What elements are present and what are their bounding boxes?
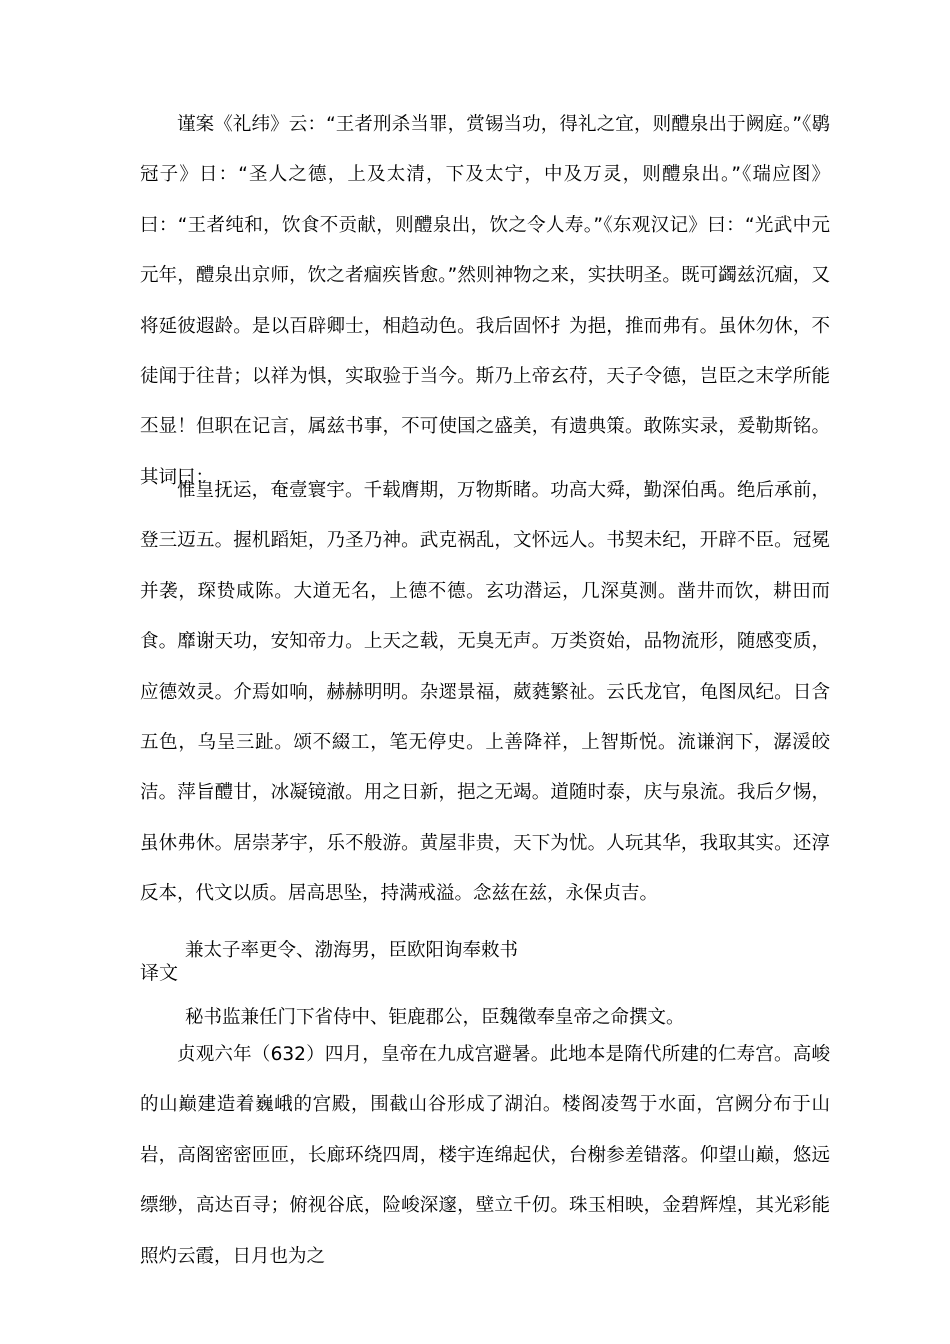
translation-paragraph-1: 贞观六年（632）四月，皇帝在九成宫避暑。此地本是隋代所建的仁寿宫。高峻的山巅建造着巍峨的宫殿，围截山谷形成了湖泊。楼阁凌驾于水面，宫阙分布于山岩，高阁密密匝匝，长廊环绕四周，楼宇连绵起伏，台榭参差错落。仰望山巅，悠远缥缈，高达百寻；俯视谷底，险峻深邃，壁立千仞。珠玉相映，金碧辉煌，其光彩能照灼云霞，日月也为之 <box>140 1044 830 1267</box>
original-paragraph-2-inscription: 惟皇抚运，奄壹寰宇。千载膺期，万物斯睹。功高大舜，勤深伯禹。绝后承前，登三迈五。握机蹈矩，乃圣乃神。武克祸乱，文怀远人。书契未纪，开辟不臣。冠冕并袭，琛贽咸陈。大道无名，上德不德。玄功潜运，几深莫测。凿井而饮，耕田而食。靡谢天功，安知帝力。上天之载，无臭无声。万类资始，品物流形，随感变质，应德效灵。介焉如响，赫赫明明。杂遝景福，葳蕤繁祉。云氏龙官，龟图凤纪。日含五色，乌呈三趾。颂不綴工，笔无停史。上善降祥，上智斯悦。流谦润下，潺湲皎洁。萍旨醴甘，冰凝镜澈。用之日新，挹之无竭。道随时泰，庆与泉流。我后夕惕，虽休弗休。居崇茅宇，乐不般游。黄屋非贵，天下为忧。人玩其华，我取其实。还淳反本，代文以质。居高思坠，持满戒溢。念兹在兹，永保贞吉。 <box>140 480 830 905</box>
original-paragraph-1: 谨案《礼纬》云：“王者刑杀当罪，赏锡当功，得礼之宜，则醴泉出于阙庭。”《鹖冠子》日：“圣人之德，上及太清，下及太宁，中及万灵，则醴泉出。”《瑞应图》曰：“王者纯和，饮食不贡献，则醴泉出，饮之令人寿。”《东观汉记》曰：“光武中元元年，醴泉出京师，饮之者痼疾皆愈。”然则神物之来，实扶明圣。既可蠲兹沉痼，又将延彼遐龄。是以百辟卿士，相趋动色。我后固怀扌为挹，推而弗有。虽休勿休，不徒闻于往昔；以祥为惧，实取验于当今。斯乃上帝玄苻，天子令德，岂臣之末学所能丕显！但职在记言，属兹书事，不可使国之盛美，有遗典策。敢陈实录，爰勒斯铭。其词曰： <box>140 114 830 488</box>
translation-heading: 译文 <box>140 962 179 984</box>
calligrapher-signature: 兼太子率更令、渤海男，臣欧阳询奉敕书 <box>185 940 519 961</box>
translation-author-line: 秘书监兼任门下省侍中、钜鹿郡公，臣魏徵奉皇帝之命撰文。 <box>185 1007 685 1028</box>
